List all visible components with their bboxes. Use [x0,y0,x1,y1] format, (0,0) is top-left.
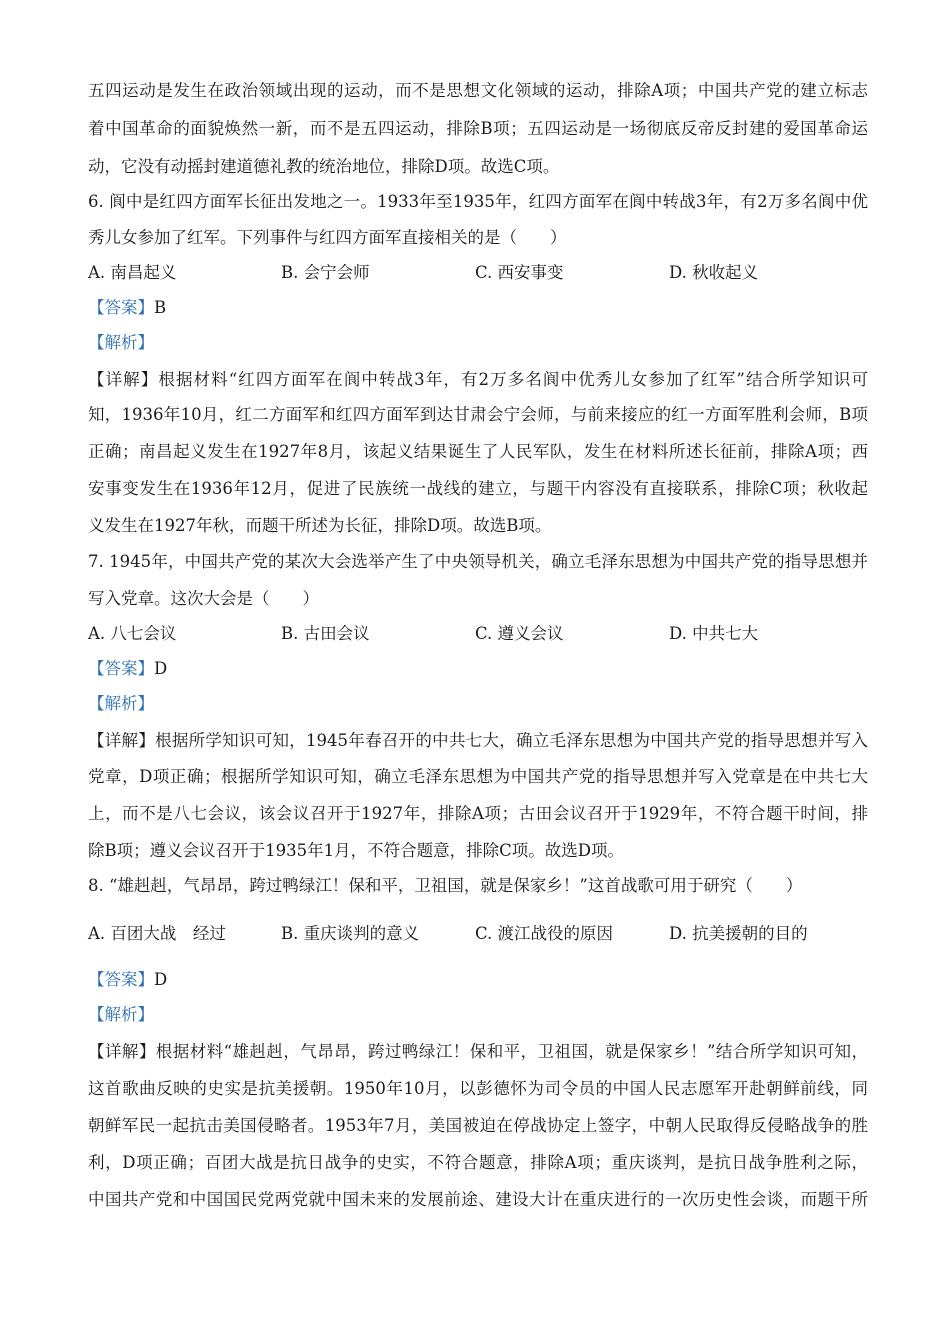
q6-stem-line-1: 6. 阆中是红四方面军长征出发地之一。1933年至1935年，红四方面军在阆中转战3年，有2万多名阆中优 [88,192,868,211]
q6-detail-line-1 [88,368,868,392]
q6-detail-tag: 【详解】 [88,370,159,389]
q8-detail-line-4: 利，D项正确；百团大战是抗日战争的史实，不符合题意，排除A项；重庆谈判，是抗日战争胜利之际， [88,1153,868,1172]
q7-answer-value: D [154,659,168,678]
q6-analysis-row [88,331,868,355]
q8-stem-line-1: 8. “雄赳赳，气昂昂，跨过鸭绿江！保和平，卫祖国，就是保家乡！”这首战歌可用于研究（ ） [88,876,803,895]
q8-analysis-tag: 【解析】 [88,1005,154,1024]
q6-answer-tag: 【答案】 [88,298,154,317]
q6-detail-line-4: 安事变发生在1936年12月，促进了民族统一战线的建立，与题干内容没有直接联系，排除C项；秋收起 [88,479,868,498]
q7-option-a: A. 八七会议 [88,624,177,643]
q8-detail-line-3: 朝鲜军民一起抗击美国侵略者。1953年7月，美国被迫在停战协定上签字，中朝人民取得反侵略战争的胜 [88,1116,868,1135]
q7-analysis-tag: 【解析】 [88,694,154,713]
q7-option-c: C. 遵义会议 [475,624,564,643]
q8-detail-tag: 【详解】 [88,1042,156,1061]
q8-detail-text-1: 根据材料“雄赳赳，气昂昂，跨过鸭绿江！保和平，卫祖国，就是保家乡！”结合所学知识可知， [155,1042,868,1061]
q7-detail-line-2: 党章，D项正确；根据所学知识可知，确立毛泽东思想为中国共产党的指导思想并写入党章是在中共七大 [88,767,868,786]
q7-option-b: B. 古田会议 [281,624,370,643]
q7-option-d: D. 中共七大 [669,624,759,643]
q8-option-a: A. 百团大战 经过 [88,924,226,943]
q8-option-c: C. 渡江战役的原因 [475,924,614,943]
q8-detail-line-2: 这首歌曲反映的史实是抗美援朝。1950年10月，以彭德怀为司令员的中国人民志愿军开赴朝鲜前线，同 [88,1079,868,1098]
q8-answer-value: D [154,970,168,989]
q8-analysis-row [88,1003,868,1027]
q8-detail-line-1 [88,1040,868,1064]
q7-answer-tag: 【答案】 [88,659,154,678]
q6-option-c: C. 西安事变 [475,263,564,282]
q6-detail-line-3: 正确；南昌起义发生在1927年8月，该起义结果诞生了人民军队，发生在材料所述长征前，排除A项；西 [88,442,868,461]
q6-detail-line-5: 义发生在1927年秋，而题干所述为长征，排除D项。故选B项。 [88,516,552,535]
q6-stem-line-2: 秀儿女参加了红军。下列事件与红四方面军直接相关的是（ ） [88,228,567,247]
q7-detail-tag: 【详解】 [88,731,156,750]
q6-option-d: D. 秋收起义 [669,263,759,282]
q8-option-d: D. 抗美援朝的目的 [669,924,808,943]
q6-answer-value: B [154,298,167,317]
q8-option-b: B. 重庆谈判的意义 [281,924,420,943]
q8-detail-line-5: 中国共产党和中国国民党两党就中国未来的发展前途、建设大计在重庆进行的一次历史性会谈，而题干所 [88,1190,868,1209]
q7-stem-line-1: 7. 1945年，中国共产党的某次大会选举产生了中央领导机关，确立毛泽东思想为中国共产党的指导思想并 [88,552,868,571]
q7-stem-line-2: 写入党章。这次大会是（ ） [88,589,319,608]
q7-analysis-row [88,692,868,716]
q7-detail-line-1 [88,729,868,753]
intro-line-2: 着中国革命的面貌焕然一新，而不是五四运动，排除B项；五四运动是一场彻底反帝反封建的爱国革命运 [88,119,868,138]
intro-line-1: 五四运动是发生在政治领域出现的运动，而不是思想文化领域的运动，排除A项；中国共产党的建立标志 [88,81,868,100]
q6-option-b: B. 会宁会师 [281,263,370,282]
q6-detail-line-2: 知，1936年10月，红二方面军和红四方面军到达甘肃会宁会师，与前来接应的红一方面军胜利会师，B项 [88,405,868,424]
q8-answer-tag: 【答案】 [88,970,154,989]
q7-detail-line-4: 除B项；遵义会议召开于1935年1月，不符合题意，排除C项。故选D项。 [88,841,624,860]
q7-detail-line-3: 上，而不是八七会议，该会议召开于1927年，排除A项；古田会议召开于1929年，不符合题干时间，排 [88,804,868,823]
q8-answer-row [88,968,868,992]
q6-detail-text-1: 根据材料“红四方面军在阆中转战3年，有2万多名阆中优秀儿女参加了红军”结合所学知识可 [158,370,868,389]
q6-answer-row [88,296,868,320]
intro-line-3: 动，它没有动摇封建道德礼教的统治地位，排除D项。故选C项。 [88,157,560,176]
q7-detail-text-1: 根据所学知识可知，1945年春召开的中共七大，确立毛泽东思想为中国共产党的指导思想并写入 [155,731,868,750]
q6-analysis-tag: 【解析】 [88,333,154,352]
q6-option-a: A. 南昌起义 [88,263,177,282]
q7-answer-row [88,657,868,681]
